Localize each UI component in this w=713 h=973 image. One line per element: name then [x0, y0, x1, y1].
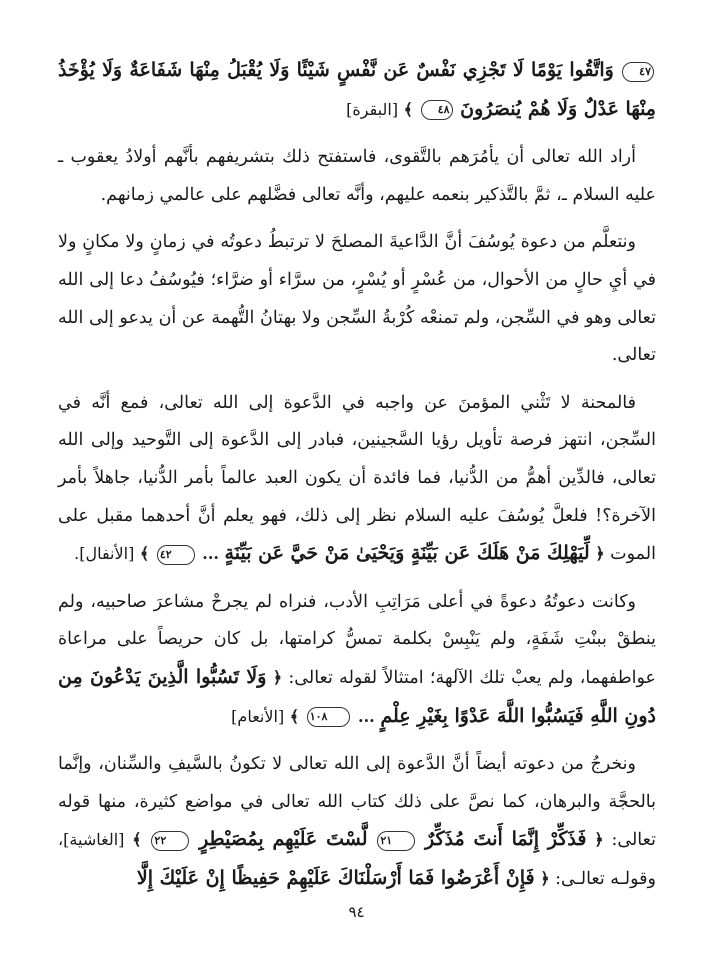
ornate-bracket-close: ﴾ [139, 544, 150, 564]
paragraph-text: فالمحنة لا تَثْني المؤمنَ عن واجبه في الدَّعوة إلى الله تعالى، فمع أنَّه في السِّجن، انتهز فرصة تأويل رؤيا السَّجينين، فبادر إلى الدَّعوة إلى التَّوحيد وإلى الله تعالى، فالدِّين أهمُّ من الدُّنيا، فما فائدة أن يكون العبد عالماً بأمر الدُّنيا، جاهلاً بأمر الآخرة؟! فلعلَّ يُوسُفَ عليه السلام نظر إلى ذلك، فهو يعلم أنَّ أحدهما مقبل على الموت [58, 392, 656, 565]
ayah-number: ٤٢ [157, 545, 195, 565]
ellipsis: ... [358, 706, 375, 726]
ellipsis: ... [202, 544, 219, 564]
ayah-number: ٢٢ [151, 831, 189, 851]
ornate-bracket-open: ﴿ [272, 667, 283, 687]
quran-verse: لِّيَهْلِكَ مَنْ هَلَكَ عَن بَيِّنَةٍ وَيَحْيَىٰ مَنْ حَيَّ عَن بَيِّنَةٍ [224, 542, 590, 565]
paragraph-yusuf-dawah: ونتعلَّم من دعوة يُوسُفَ أنَّ الدَّاعيةَ المصلحَ لا ترتبطُ دعوتُه في زمانٍ ولا مكانٍ ولا في أيِ حالٍ من الأحوال، من عُسْرٍ أو يُسْرٍ، من سرَّاء أو ضرَّاء؛ فيُوسُفُ دعا إلى الله تعالى وهو في السِّجن، ولم تمنعْه كُرْبةُ السِّجن ولا بهتانُ التُّهمة عن أن يدعو إلى الله تعالى. [58, 232, 656, 366]
page-body [58, 52, 656, 898]
quran-verse: وَاتَّقُوا يَوْمًا لَا تَجْزِي نَفْسٌ عَن نَّفْسٍ شَيْئًا وَلَا يُقْبَلُ مِنْهَا شَفَاعَةٌ وَلَا يُؤْخَذُ مِنْهَا عَدْلٌ وَلَا هُمْ يُنصَرُونَ [58, 59, 656, 120]
paragraph-text: وكانت دعوتُهُ دعوةً في أعلى مَرَاتِبِ الأدب، فنراه لم يجرحْ مشاعرَ صاحبيه، ولم ينطقْ ببنْتِ شَفَةٍ، ولم يَنْبِسْ بكلمة تمسُّ كرامتها، بل كان حريصاً على مراعاة عواطفهما، ولم يعبْ تلك الآلهة؛ امتثالاً لقوله تعالى: [58, 591, 656, 688]
paragraph-text: وقولـه تعالـى: [555, 868, 656, 889]
quran-verse: فَإِنْ أَعْرَضُوا فَمَا أَرْسَلْنَاكَ عَلَيْهِمْ حَفِيظًا إِنْ عَلَيْكَ إِلَّا [136, 866, 535, 889]
ornate-bracket-open: ﴿ [540, 868, 550, 888]
quran-verse: لَّسْتَ عَلَيْهِم بِمُصَيْطِرٍ [199, 828, 368, 851]
ornate-bracket-close: ﴾ [289, 706, 300, 726]
ayah-number: ٤٨ [421, 100, 453, 120]
surah-reference: [الغاشية]، [58, 830, 125, 850]
ayah-number: ٤٧ [622, 62, 654, 82]
surah-reference: [الأنعام] [231, 706, 285, 726]
paragraph-mihna [58, 385, 656, 574]
quran-verse: وَلَا تَسُبُّوا الَّذِينَ يَدْعُونَ مِن دُونِ اللَّهِ فَيَسُبُّوا اللَّهَ عَدْوًا بِغَيْرِ عِلْمٍ [58, 665, 656, 727]
ayah-number: ٢١ [377, 831, 415, 851]
surah-reference: [البقرة] [346, 99, 399, 119]
page-number: ٩٤ [348, 903, 365, 921]
paragraph-hujja [58, 746, 656, 898]
paragraph-adab [58, 584, 656, 736]
paragraph-taqwa: أراد الله تعالى أن يأمُرَهم بالتَّقوى، فاستفتح ذلك بتشريفهم بأنَّهم أولادُ يعقوب ـ عليه السلام ـ، ثمَّ بالتَّذكير بنعمه عليهم، وأنَّه تعالى فضَّلهم على عالمي زمانهم. [58, 147, 656, 205]
paragraph-text: ونخرجُ من دعوته أيضاً أنَّ الدَّعوة إلى الله تعالى لا تكونُ بالسَّيفِ والسِّنان، وإنَّما بالحجَّة والبرهان، كما نصَّ على ذلك كتاب الله تعالى في مواضع كثيرة، منها قوله تعالى: [58, 754, 656, 851]
ornate-bracket-close: ﴾ [132, 830, 142, 850]
paragraph-quran-baqarah [58, 52, 656, 129]
ornate-bracket-close: ﴾ [403, 99, 414, 119]
ayah-number: ١٠٨ [307, 707, 351, 727]
ornate-bracket-open: ﴿ [594, 830, 604, 850]
quran-verse: فَذَكِّرْ إِنَّمَا أَنتَ مُذَكِّرٌ [425, 828, 587, 851]
ornate-bracket-open: ﴿ [595, 544, 605, 564]
surah-reference: [الأنفال]. [74, 544, 135, 564]
